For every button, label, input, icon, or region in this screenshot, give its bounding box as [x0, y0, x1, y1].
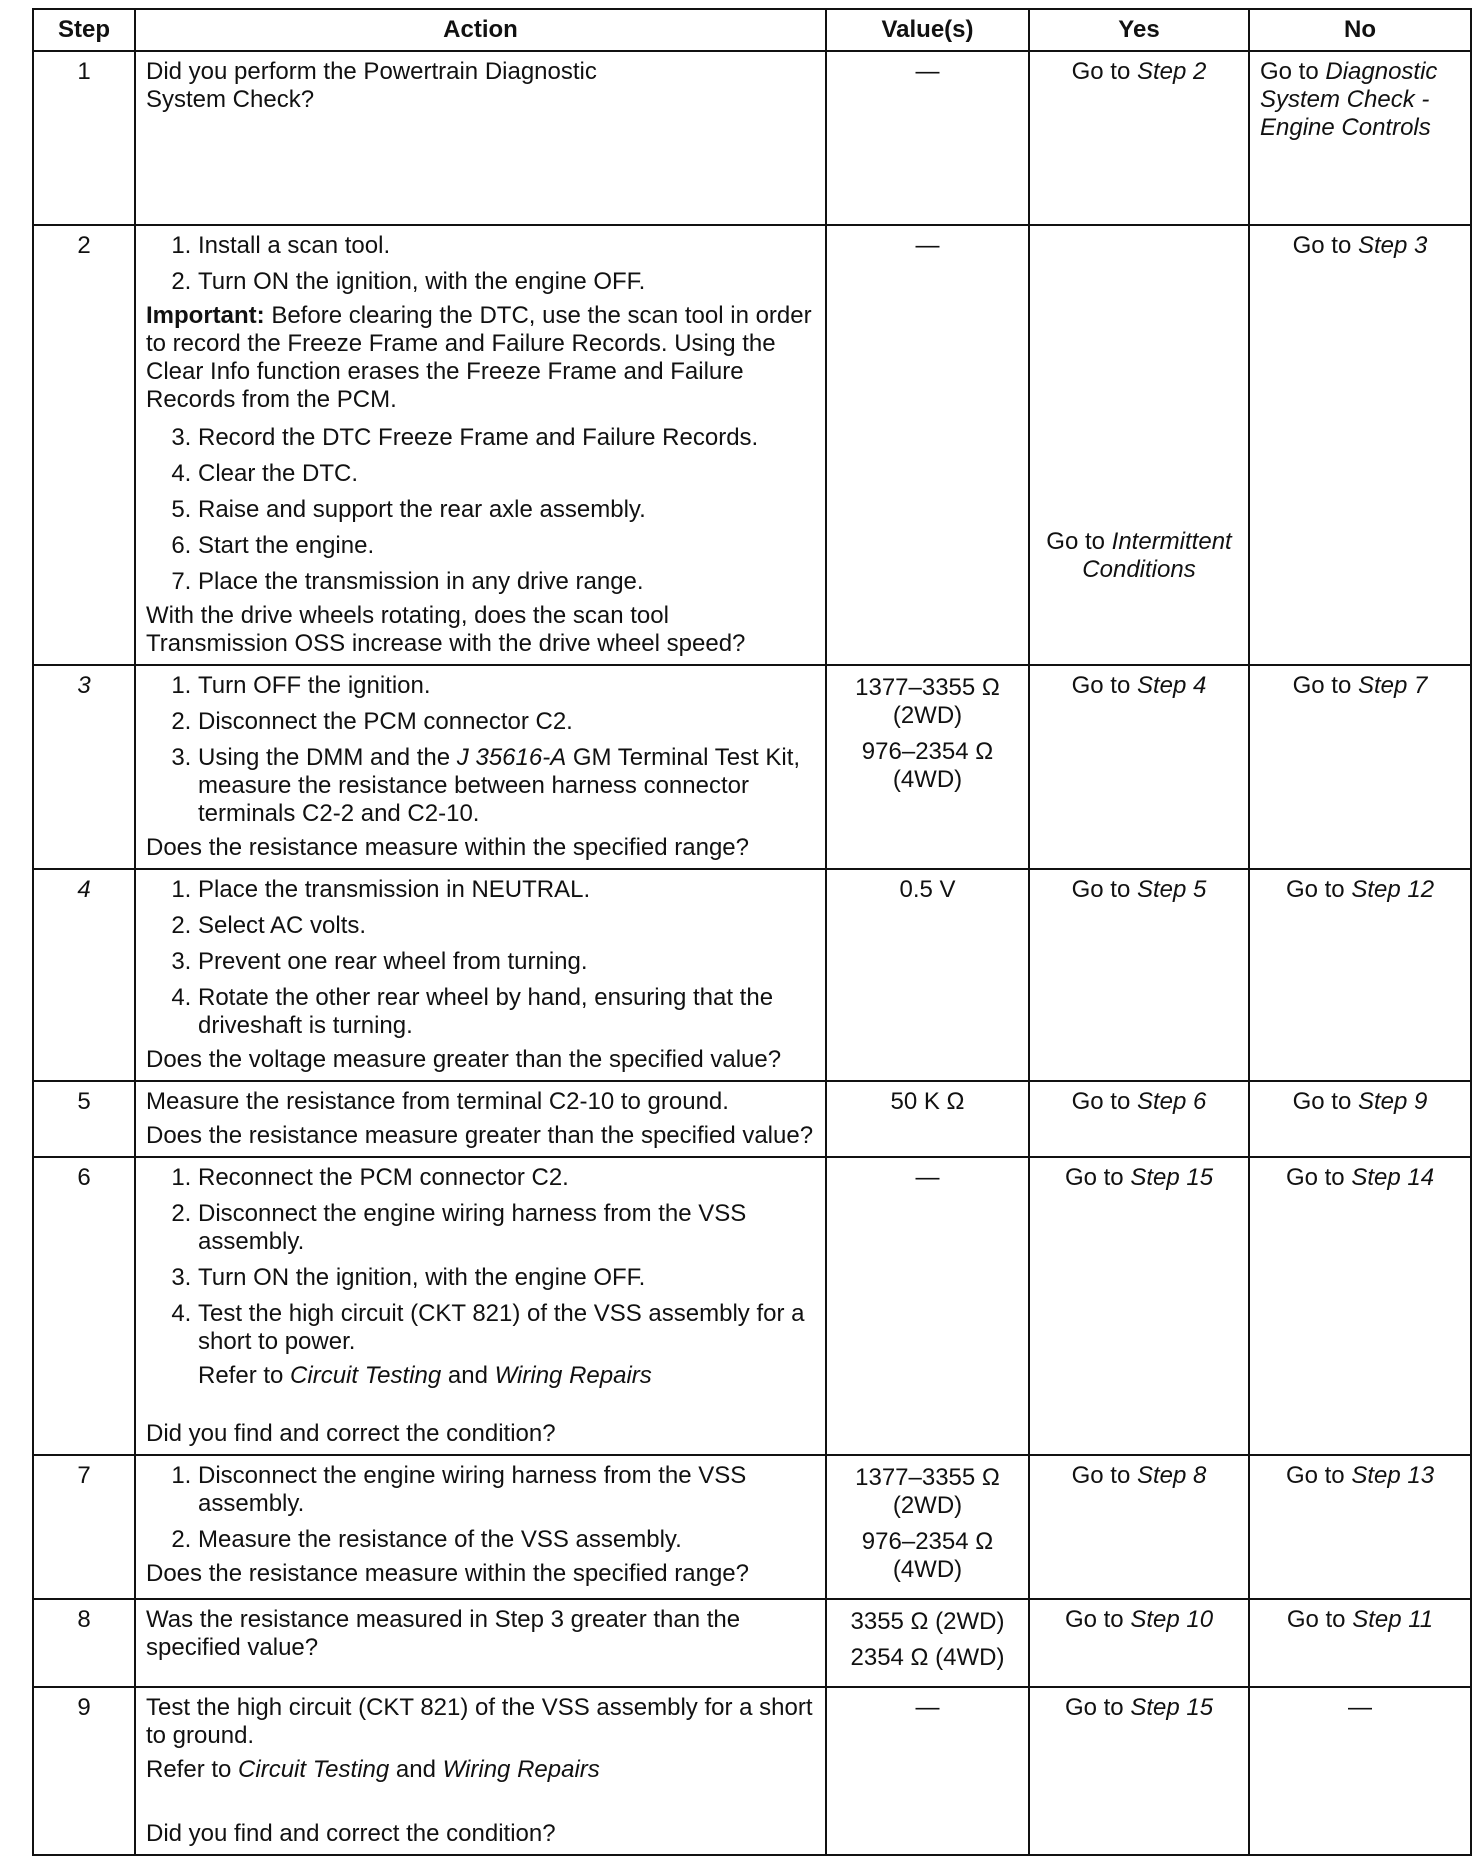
- instruction-item: 2. Disconnect the engine wiring harness from the VSS assembly.: [198, 1200, 815, 1256]
- instruction-list: [146, 232, 815, 296]
- yes-link: Step 5: [1136, 876, 1207, 903]
- yes-link: Intermittent Conditions: [1082, 528, 1232, 583]
- question-line: Did you perform the Powertrain Diagnostic: [146, 58, 597, 85]
- no-cell: [1249, 1157, 1471, 1455]
- no-cell: [1249, 1081, 1471, 1157]
- instruction-item: 6. Start the engine.: [198, 532, 815, 560]
- instruction-list: [146, 1462, 815, 1554]
- no-cell: [1249, 225, 1471, 665]
- question: Was the resistance measured in Step 3 greater than the specified value?: [146, 1606, 741, 1661]
- instruction-list: [146, 1164, 815, 1356]
- yes-cell: [1029, 1081, 1249, 1157]
- reference-line: [146, 1756, 815, 1784]
- action-cell: [135, 51, 826, 225]
- yes-text: Go to: [1071, 876, 1137, 903]
- table-row: [33, 1687, 1471, 1855]
- action-cell: [135, 1455, 826, 1599]
- step-number: 3: [33, 665, 135, 869]
- spacer: [146, 1790, 815, 1820]
- instruction-item: 3. Prevent one rear wheel from turning.: [198, 948, 815, 976]
- ref-text: and: [389, 1756, 443, 1783]
- yes-text: Go to: [1064, 1606, 1131, 1633]
- question: With the drive wheels rotating, does the scan tool Transmission OSS increase with the drive wheel speed?: [146, 602, 746, 657]
- value-cell: [826, 665, 1029, 869]
- ref-text: Refer to: [146, 1756, 239, 1783]
- step-number: 8: [33, 1599, 135, 1687]
- action-cell: [135, 665, 826, 869]
- action-cell: [135, 1157, 826, 1455]
- yes-link: Step 15: [1130, 1164, 1214, 1191]
- step-number: 7: [33, 1455, 135, 1599]
- instruction-item: 1. Disconnect the engine wiring harness from the VSS assembly.: [198, 1462, 815, 1518]
- no-cell: [1249, 51, 1471, 225]
- step-number: 2: [33, 225, 135, 665]
- instruction-item: 4. Rotate the other rear wheel by hand, ensuring that the driveshaft is turning.: [198, 984, 815, 1040]
- yes-text: Go to: [1071, 1088, 1137, 1115]
- instruction-item: 7. Place the transmission in any drive range.: [198, 568, 815, 596]
- instruction-item: 2. Measure the resistance of the VSS assembly.: [198, 1526, 815, 1554]
- ref-text: Refer to: [198, 1362, 291, 1389]
- instruction-line: Measure the resistance from terminal C2-10 to ground.: [146, 1088, 729, 1115]
- instruction-item: 1. Place the transmission in NEUTRAL.: [198, 876, 815, 904]
- instruction-item: [198, 744, 815, 828]
- ref-text: and: [441, 1362, 495, 1389]
- instruction-list: [146, 876, 815, 1040]
- action-cell: [135, 225, 826, 665]
- no-link: Step 3: [1357, 232, 1428, 259]
- spacer: [146, 1390, 815, 1420]
- value-4wd: 976–2354 Ω (4WD): [861, 1528, 994, 1583]
- ref-link-circuit-testing: Circuit Testing: [290, 1362, 442, 1389]
- instruction-item: 1. Install a scan tool.: [198, 232, 815, 260]
- instruction-list: [146, 672, 815, 828]
- question: Did you find and correct the condition?: [146, 1420, 556, 1447]
- no-link: Step 11: [1352, 1606, 1434, 1633]
- instruction-item: 4. Clear the DTC.: [198, 460, 815, 488]
- value-cell: —: [826, 225, 1029, 665]
- question: Does the resistance measure greater than the specified value?: [146, 1122, 814, 1149]
- no-text: Go to: [1285, 876, 1352, 903]
- ref-link-circuit-testing: Circuit Testing: [238, 1756, 390, 1783]
- no-cell: [1249, 1455, 1471, 1599]
- yes-link: Step 10: [1130, 1606, 1214, 1633]
- yes-link: Step 4: [1136, 672, 1207, 699]
- ref-link-wiring-repairs: Wiring Repairs: [494, 1362, 652, 1389]
- header-yes: Yes: [1029, 9, 1249, 51]
- instruction-line: Test the high circuit (CKT 821) of the VSS assembly for a short to ground.: [146, 1694, 813, 1749]
- table-row: [33, 1455, 1471, 1599]
- value-cell: —: [826, 1157, 1029, 1455]
- instruction-item: 1. Turn OFF the ignition.: [198, 672, 815, 700]
- no-text: Go to: [1292, 232, 1358, 259]
- yes-cell: [1029, 1599, 1249, 1687]
- instruction-item: 3. Record the DTC Freeze Frame and Failure Records.: [198, 424, 815, 452]
- value-cell: —: [826, 1687, 1029, 1855]
- table-row: [33, 665, 1471, 869]
- no-cell: [1249, 869, 1471, 1081]
- question-line: System Check?: [146, 86, 315, 113]
- table-row: [33, 1081, 1471, 1157]
- table-row: [33, 1157, 1471, 1455]
- important-text: Before clearing the DTC, use the scan tool in order to record the Freeze Frame and Failure Records. Using the Clear Info function erases the Freeze Frame and Failure Records from the PCM.: [146, 302, 812, 413]
- value-2wd: 1377–3355 Ω (2WD): [855, 1464, 1000, 1519]
- yes-link: Step 2: [1136, 58, 1207, 85]
- value-cell: [826, 1455, 1029, 1599]
- yes-text: Go to: [1064, 1164, 1131, 1191]
- value-4wd: 976–2354 Ω (4WD): [861, 738, 994, 793]
- action-cell: [135, 1687, 826, 1855]
- no-cell: [1249, 665, 1471, 869]
- instruction-item: 5. Raise and support the rear axle assembly.: [198, 496, 815, 524]
- instruction-item: 2. Select AC volts.: [198, 912, 815, 940]
- instruction-item: 4. Test the high circuit (CKT 821) of the VSS assembly for a short to power.: [198, 1300, 815, 1356]
- instruction-text: GM Terminal Test Kit, measure the resistance between harness connector terminals C2-2 and C2-10.: [198, 744, 801, 827]
- yes-cell: [1029, 1157, 1249, 1455]
- no-link: Step 13: [1351, 1462, 1435, 1489]
- important-label: Important:: [146, 302, 265, 329]
- value-cell: [826, 1599, 1029, 1687]
- value-cell: 0.5 V: [826, 869, 1029, 1081]
- header-action: Action: [135, 9, 826, 51]
- no-text: Go to: [1260, 58, 1326, 85]
- tool-ref: J 35616-A: [456, 744, 567, 771]
- step-number: 5: [33, 1081, 135, 1157]
- instruction-text: Using the DMM and the: [198, 744, 457, 771]
- value-cell: 50 K Ω: [826, 1081, 1029, 1157]
- table-row: [33, 1599, 1471, 1687]
- value-2wd: 3355 Ω (2WD): [850, 1608, 1005, 1635]
- yes-link: Step 8: [1136, 1462, 1207, 1489]
- diagnostic-table: [32, 8, 1472, 1856]
- no-link: Step 14: [1351, 1164, 1435, 1191]
- yes-text: Go to: [1071, 672, 1137, 699]
- no-text: Go to: [1292, 1088, 1358, 1115]
- yes-text: Go to: [1046, 528, 1112, 555]
- ref-link-wiring-repairs: Wiring Repairs: [442, 1756, 600, 1783]
- header-step: Step: [33, 9, 135, 51]
- value-2wd: 1377–3355 Ω (2WD): [855, 674, 1000, 729]
- no-link: Step 9: [1357, 1088, 1428, 1115]
- no-cell: [1249, 1599, 1471, 1687]
- step-number: 9: [33, 1687, 135, 1855]
- action-cell: [135, 1081, 826, 1157]
- yes-cell: [1029, 1687, 1249, 1855]
- instruction-item: 2. Turn ON the ignition, with the engine OFF.: [198, 268, 815, 296]
- yes-link: Step 15: [1130, 1694, 1214, 1721]
- no-link: Diagnostic System Check - Engine Controls: [1260, 58, 1438, 141]
- question: Did you find and correct the condition?: [146, 1820, 556, 1847]
- instruction-item: 1. Reconnect the PCM connector C2.: [198, 1164, 815, 1192]
- no-text: Go to: [1285, 1164, 1352, 1191]
- value-4wd: 2354 Ω (4WD): [850, 1644, 1005, 1671]
- table-row: [33, 869, 1471, 1081]
- reference-line: [198, 1362, 815, 1390]
- yes-link: Step 6: [1136, 1088, 1207, 1115]
- table-row: [33, 51, 1471, 225]
- step-number: 1: [33, 51, 135, 225]
- header-no: No: [1249, 9, 1471, 51]
- question: Does the resistance measure within the specified range?: [146, 834, 749, 861]
- question: Does the voltage measure greater than the specified value?: [146, 1046, 782, 1073]
- instruction-list: [146, 424, 815, 596]
- yes-text: Go to: [1064, 1694, 1131, 1721]
- yes-text: Go to: [1071, 58, 1137, 85]
- table-row: [33, 225, 1471, 665]
- yes-cell: [1029, 1455, 1249, 1599]
- yes-text: Go to: [1071, 1462, 1137, 1489]
- step-number: 4: [33, 869, 135, 1081]
- header-values: Value(s): [826, 9, 1029, 51]
- no-text: Go to: [1292, 672, 1358, 699]
- action-cell: [135, 869, 826, 1081]
- important-note: [146, 302, 815, 414]
- no-link: Step 12: [1351, 876, 1435, 903]
- yes-cell: [1029, 869, 1249, 1081]
- table-header-row: [33, 9, 1471, 51]
- instruction-item: 2. Disconnect the PCM connector C2.: [198, 708, 815, 736]
- question: Does the resistance measure within the specified range?: [146, 1560, 749, 1587]
- value-cell: —: [826, 51, 1029, 225]
- no-link: Step 7: [1357, 672, 1428, 699]
- yes-cell: [1029, 665, 1249, 869]
- no-text: Go to: [1285, 1462, 1352, 1489]
- instruction-item: 3. Turn ON the ignition, with the engine OFF.: [198, 1264, 815, 1292]
- no-cell: —: [1249, 1687, 1471, 1855]
- yes-cell: [1029, 51, 1249, 225]
- action-cell: [135, 1599, 826, 1687]
- step-number: 6: [33, 1157, 135, 1455]
- no-text: Go to: [1286, 1606, 1353, 1633]
- yes-cell: [1029, 225, 1249, 665]
